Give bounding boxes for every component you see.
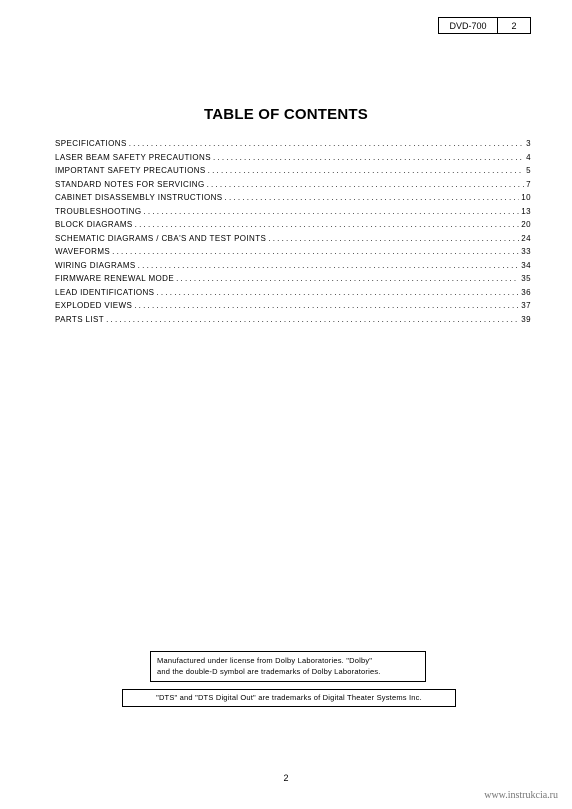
toc-leader-dots	[225, 193, 520, 202]
toc-entry	[55, 288, 531, 302]
toc-leader-dots	[156, 288, 519, 297]
toc-entry-title: SCHEMATIC DIAGRAMS / CBA'S AND TEST POINTS	[55, 233, 267, 243]
toc-entry-title: STANDARD NOTES FOR SERVICING	[55, 179, 205, 189]
toc-leader-dots	[143, 207, 519, 216]
header-model-box	[438, 17, 531, 34]
toc-entry-title: WIRING DIAGRAMS	[55, 260, 136, 270]
toc-leader-dots	[138, 261, 520, 270]
page-title: TABLE OF CONTENTS	[204, 106, 368, 123]
dolby-notice	[150, 651, 426, 682]
toc-entry	[55, 315, 531, 329]
toc-leader-dots	[207, 180, 525, 189]
toc-leader-dots	[176, 274, 519, 283]
toc-entry	[55, 139, 531, 153]
toc-entry	[55, 301, 531, 315]
watermark: www.instrukcia.ru	[484, 790, 558, 801]
toc-entry-title: TROUBLESHOOTING	[55, 206, 142, 216]
toc-entry-page: 34	[521, 260, 531, 270]
toc-entry-page: 35	[521, 274, 531, 283]
toc-entry	[55, 274, 531, 288]
toc-leader-dots	[268, 234, 519, 243]
toc-entry-page: 10	[521, 193, 531, 202]
dolby-notice-line2: and the double-D symbol are trademarks of Dolby Laboratories.	[157, 667, 381, 676]
model-number: DVD-700	[439, 18, 498, 33]
toc-entry	[55, 247, 531, 261]
toc-entry-page: 3	[526, 139, 531, 148]
toc-leader-dots	[129, 139, 524, 148]
toc-list	[55, 139, 531, 328]
toc-entry	[55, 207, 531, 221]
toc-entry-title: IMPORTANT SAFETY PRECAUTIONS	[55, 166, 206, 175]
toc-entry-title: FIRMWARE RENEWAL MODE	[55, 274, 175, 283]
toc-entry-page: 24	[521, 233, 531, 243]
toc-entry-page: 37	[521, 301, 531, 310]
toc-entry	[55, 193, 531, 207]
footer-page-number: 2	[283, 773, 289, 783]
toc-leader-dots	[134, 301, 519, 310]
toc-entry	[55, 166, 531, 180]
toc-entry	[55, 234, 531, 248]
toc-entry-title: LASER BEAM SAFETY PRECAUTIONS	[55, 152, 211, 162]
toc-entry-title: SPECIFICATIONS	[55, 139, 127, 148]
toc-leader-dots	[213, 153, 524, 162]
toc-entry-title: CABINET DISASSEMBLY INSTRUCTIONS	[55, 193, 223, 202]
toc-leader-dots	[208, 166, 525, 175]
toc-entry-title: EXPLODED VIEWS	[55, 301, 133, 310]
toc-leader-dots	[106, 315, 519, 324]
toc-entry-page: 20	[521, 220, 531, 229]
toc-leader-dots	[135, 220, 520, 229]
toc-entry-title: PARTS LIST	[55, 314, 105, 324]
toc-entry-title: WAVEFORMS	[55, 247, 111, 256]
toc-entry-page: 7	[526, 179, 531, 189]
toc-entry-page: 5	[526, 166, 531, 175]
dolby-notice-line1: Manufactured under license from Dolby Laboratories. "Dolby"	[157, 656, 373, 665]
toc-entry-page: 39	[521, 314, 531, 324]
toc-entry	[55, 220, 531, 234]
dts-notice: "DTS" and "DTS Digital Out" are trademarks of Digital Theater Systems Inc.	[122, 689, 456, 707]
toc-entry-page: 36	[521, 287, 531, 297]
toc-entry-page: 4	[526, 152, 531, 162]
toc-entry	[55, 180, 531, 194]
toc-leader-dots	[112, 247, 519, 256]
header-page-number: 2	[511, 20, 517, 31]
toc-entry-title: BLOCK DIAGRAMS	[55, 220, 133, 229]
toc-entry	[55, 153, 531, 167]
toc-entry-page: 33	[521, 247, 531, 256]
toc-entry-title: LEAD IDENTIFICATIONS	[55, 287, 155, 297]
toc-entry-page: 13	[521, 206, 531, 216]
toc-entry	[55, 261, 531, 275]
